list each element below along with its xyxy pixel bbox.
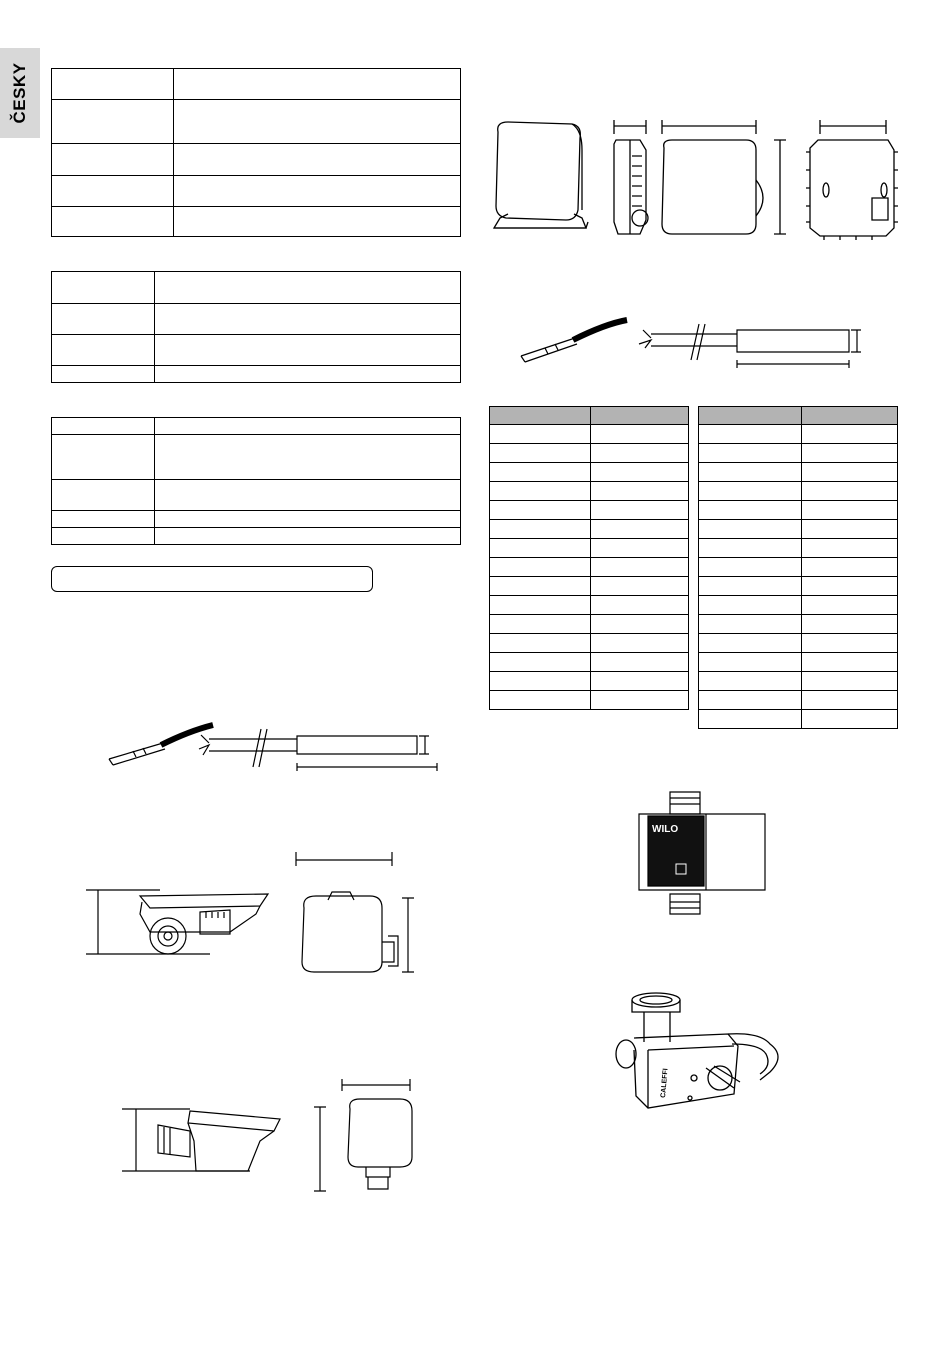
table-cell [155, 435, 461, 480]
table-cell [490, 596, 591, 615]
table-header [802, 407, 898, 425]
table-cell [802, 653, 898, 672]
table-cell [490, 520, 591, 539]
table-cell [52, 335, 155, 366]
table-cell [699, 634, 802, 653]
table-cell [699, 501, 802, 520]
table-cell [591, 520, 689, 539]
table-cell [155, 366, 461, 383]
language-tab [0, 48, 40, 138]
table-cell [699, 520, 802, 539]
table-cell [699, 691, 802, 710]
table-cell [591, 691, 689, 710]
table-cell [490, 444, 591, 463]
table-cell [699, 539, 802, 558]
table-cell [591, 672, 689, 691]
table-row [490, 520, 689, 539]
outdoor-sensor-figure [80, 850, 420, 975]
table-cell [155, 335, 461, 366]
table-row [699, 520, 898, 539]
table-cell [591, 615, 689, 634]
table-cell [591, 501, 689, 520]
table-row [490, 425, 689, 444]
table-row [490, 539, 689, 558]
table-cell [699, 672, 802, 691]
table-cell [490, 558, 591, 577]
table-cell [52, 366, 155, 383]
table-row [699, 615, 898, 634]
table-cell [591, 482, 689, 501]
table-cell [591, 634, 689, 653]
table-cell [155, 272, 461, 304]
table-cell [802, 558, 898, 577]
spec-table-1 [51, 68, 461, 237]
table-row [699, 444, 898, 463]
table-cell [52, 304, 155, 335]
table-cell [490, 634, 591, 653]
table-row [699, 539, 898, 558]
table-cell [802, 520, 898, 539]
resistance-table-left [489, 406, 689, 710]
table-cell [52, 418, 155, 435]
table-cell [699, 482, 802, 501]
table-cell [591, 425, 689, 444]
table-cell [802, 596, 898, 615]
table-cell [802, 539, 898, 558]
table-row [490, 596, 689, 615]
table-cell [52, 207, 174, 237]
spec-table-2 [51, 271, 461, 383]
table-cell [699, 558, 802, 577]
table-cell [174, 144, 461, 176]
table-cell [802, 691, 898, 710]
table-row [490, 501, 689, 520]
table-cell [802, 425, 898, 444]
table-cell [802, 577, 898, 596]
table-cell [52, 176, 174, 207]
table-cell [174, 100, 461, 144]
table-cell [591, 596, 689, 615]
table-row [490, 672, 689, 691]
table-cell [802, 710, 898, 729]
table-cell [155, 304, 461, 335]
caleffi-logo: CALEFFI [660, 1068, 670, 1099]
table-cell [802, 482, 898, 501]
table-cell [490, 672, 591, 691]
table-row [490, 444, 689, 463]
table-cell [490, 539, 591, 558]
table-cell [802, 463, 898, 482]
table-row [490, 691, 689, 710]
table-cell [490, 501, 591, 520]
table-row [490, 482, 689, 501]
table-header [699, 407, 802, 425]
table-header [591, 407, 689, 425]
table-cell [174, 207, 461, 237]
table-cell [591, 444, 689, 463]
table-cell [591, 653, 689, 672]
table-row [490, 463, 689, 482]
table-cell [802, 501, 898, 520]
table-cell [52, 69, 174, 100]
table-row [699, 425, 898, 444]
table-cell [591, 539, 689, 558]
table-cell [699, 596, 802, 615]
cable-sensor-figure-1 [515, 310, 865, 370]
wilo-logo: WILO [652, 824, 679, 835]
table-header [490, 407, 591, 425]
table-row [699, 463, 898, 482]
table-cell [490, 691, 591, 710]
table-row [490, 558, 689, 577]
table-row [699, 577, 898, 596]
table-cell [699, 463, 802, 482]
table-cell [155, 528, 461, 545]
table-cell [155, 418, 461, 435]
table-cell [802, 615, 898, 634]
table-cell [490, 615, 591, 634]
table-row [699, 596, 898, 615]
table-cell [802, 672, 898, 691]
resistance-table-right [698, 406, 898, 729]
table-row [699, 653, 898, 672]
table-row [699, 482, 898, 501]
table-cell [52, 528, 155, 545]
table-cell [490, 653, 591, 672]
table-cell [802, 634, 898, 653]
table-row [699, 710, 898, 729]
table-cell [490, 425, 591, 444]
table-cell [699, 425, 802, 444]
table-cell [52, 100, 174, 144]
table-cell [699, 577, 802, 596]
table-cell [699, 710, 802, 729]
table-cell [155, 480, 461, 511]
immersion-sensor-figure [120, 1075, 420, 1200]
table-cell [490, 482, 591, 501]
table-cell [174, 176, 461, 207]
caleffi-valve-figure [610, 990, 790, 1120]
table-cell [591, 577, 689, 596]
table-row [490, 577, 689, 596]
table-cell [52, 272, 155, 304]
section-heading-box [51, 566, 373, 592]
table-row [490, 634, 689, 653]
table-cell [591, 558, 689, 577]
language-label: ČESKY [10, 62, 29, 124]
table-row [699, 672, 898, 691]
table-row [699, 558, 898, 577]
table-row [699, 634, 898, 653]
table-row [490, 653, 689, 672]
table-row [699, 501, 898, 520]
table-cell [155, 511, 461, 528]
table-row [490, 615, 689, 634]
table-cell [52, 144, 174, 176]
table-cell [52, 435, 155, 480]
table-cell [699, 615, 802, 634]
room-sensor-figure [490, 110, 910, 245]
cable-sensor-figure-2 [105, 715, 440, 775]
table-cell [699, 653, 802, 672]
table-row [699, 691, 898, 710]
table-cell [174, 69, 461, 100]
table-cell [490, 463, 591, 482]
table-cell [490, 577, 591, 596]
table-cell [699, 444, 802, 463]
spec-table-3 [51, 417, 461, 545]
table-cell [52, 511, 155, 528]
wilo-pump-figure [638, 790, 768, 915]
table-cell [591, 463, 689, 482]
table-cell [52, 480, 155, 511]
table-cell [802, 444, 898, 463]
